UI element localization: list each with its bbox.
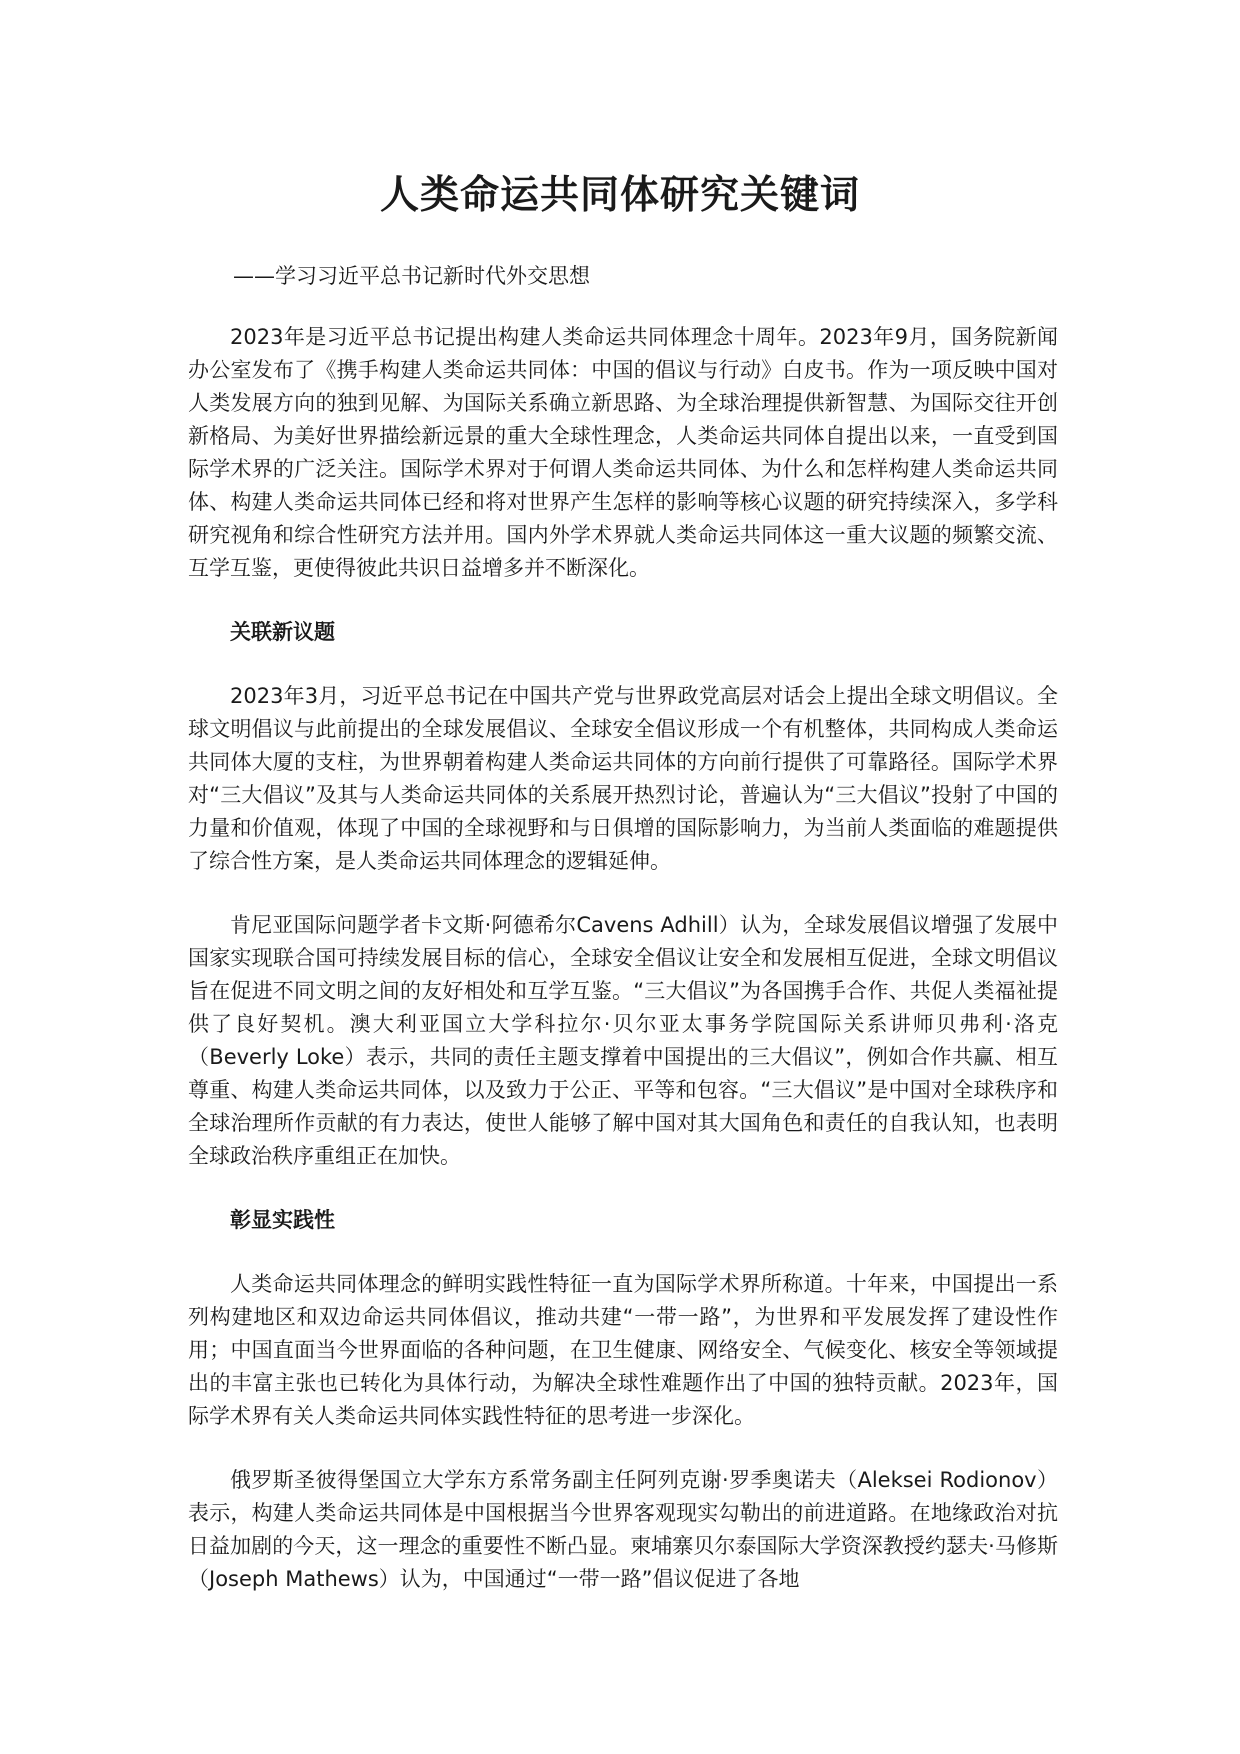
- document-title: 人类命运共同体研究关键词: [379, 173, 860, 218]
- document-subtitle: ——学习习近平总书记新时代外交思想: [233, 264, 590, 288]
- section-heading-new-topics: 关联新议题: [230, 620, 335, 644]
- document-body: [188, 321, 1058, 1627]
- section2-paragraph-2: 俄罗斯圣彼得堡国立大学东方系常务副主任阿列克谢·罗季奥诺夫（Aleksei Rodionov）表示，构建人类命运共同体是中国根据当今世界客观现实勾勒出的前进道路。在地缘政治对抗日益加剧的今天，这一理念的重要性不断凸显。柬埔寨贝尔泰国际大学资深教授约瑟夫·马修斯（Joseph Mathews）认为，中国通过“一带一路”倡议促进了各地: [188, 1468, 1058, 1591]
- section1-paragraph-2: 肯尼亚国际问题学者卡文斯·阿德希尔Cavens Adhill）认为，全球发展倡议增强了发展中国家实现联合国可持续发展目标的信心，全球安全倡议让安全和发展相互促进，全球文明倡议旨在促进不同文明之间的友好相处和互学互鉴。“三大倡议”为各国携手合作、共促人类福祉提供了良好契机。澳大利亚国立大学科拉尔·贝尔亚太事务学院国际关系讲师贝弗利·洛克（Beverly Loke）表示，共同的责任主题支撑着中国提出的三大倡议”，例如合作共赢、相互尊重、构建人类命运共同体，以及致力于公正、平等和包容。“三大倡议”是中国对全球秩序和全球治理所作贡献的有力表达，使世人能够了解中国对其大国角色和责任的自我认知，也表明全球政治秩序重组正在加快。: [188, 913, 1058, 1168]
- section1-paragraph-1: 2023年3月，习近平总书记在中国共产党与世界政党高层对话会上提出全球文明倡议。全球文明倡议与此前提出的全球发展倡议、全球安全倡议形成一个有机整体，共同构成人类命运共同体大厦的支柱，为世界朝着构建人类命运共同体的方向前行提供了可靠路径。国际学术界对“三大倡议”及其与人类命运共同体的关系展开热烈讨论，普遍认为“三大倡议”投射了中国的力量和价值观，体现了中国的全球视野和与日俱增的国际影响力，为当前人类面临的难题提供了综合性方案，是人类命运共同体理念的逻辑延伸。: [188, 684, 1058, 873]
- intro-paragraph: 2023年是习近平总书记提出构建人类命运共同体理念十周年。2023年9月，国务院新闻办公室发布了《携手构建人类命运共同体：中国的倡议与行动》白皮书。作为一项反映中国对人类发展方向的独到见解、为国际关系确立新思路、为全球治理提供新智慧、为国际交往开创新格局、为美好世界描绘新远景的重大全球性理念，人类命运共同体自提出以来，一直受到国际学术界的广泛关注。国际学术界对于何谓人类命运共同体、为什么和怎样构建人类命运共同体、构建人类命运共同体已经和将对世界产生怎样的影响等核心议题的研究持续深入，多学科研究视角和综合性研究方法并用。国内外学术界就人类命运共同体这一重大议题的频繁交流、互学互鉴，更使得彼此共识日益增多并不断深化。: [188, 325, 1058, 580]
- section-heading-practicality: 彰显实践性: [230, 1208, 335, 1232]
- section2-paragraph-1: 人类命运共同体理念的鲜明实践性特征一直为国际学术界所称道。十年来，中国提出一系列构建地区和双边命运共同体倡议，推动共建“一带一路”，为世界和平发展发挥了建设性作用；中国直面当今世界面临的各种问题，在卫生健康、网络安全、气候变化、核安全等领域提出的丰富主张也已转化为具体行动，为解决全球性难题作出了中国的独特贡献。2023年，国际学术界有关人类命运共同体实践性特征的思考进一步深化。: [188, 1272, 1058, 1428]
